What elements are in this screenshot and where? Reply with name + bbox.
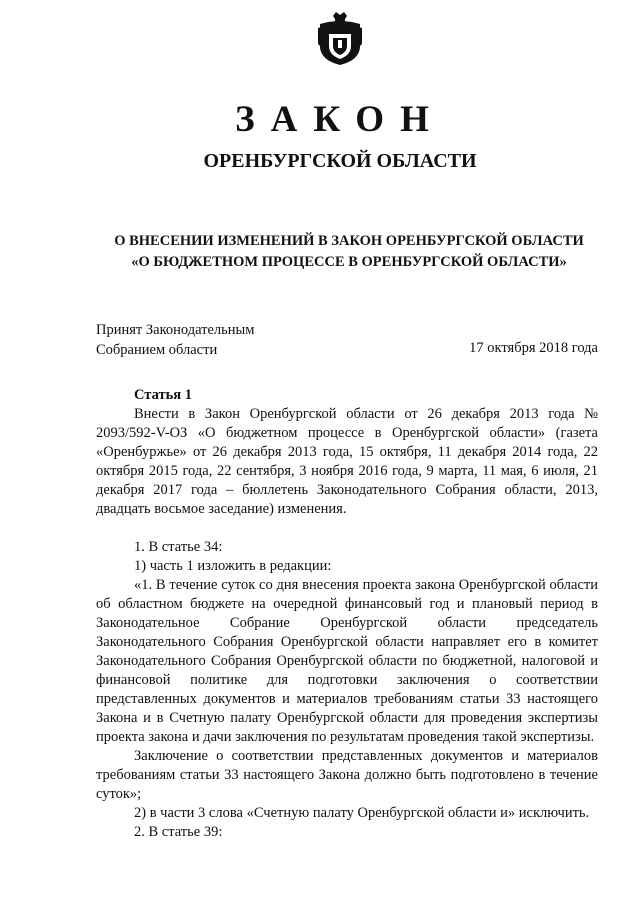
law-body [96,386,598,842]
adoption-line-2: Собранием области [96,342,218,358]
article-intro: Внести в Закон Оренбургской области от 26 декабря 2013 года № 2093/592-V-ОЗ «О бюджетном процессе в Оренбургской области» (газета «Оренбуржье» от 26 декабря 2013 года, 15 октября, 11 декабря 2014 года, 22 октября 2015 года, 22 сентября, 3 ноября 2016 года, 9 марта, 11 мая, 6 июля, 21 декабря 2017 года – бюллетень Законодательного Собрания области, 2013, двадцать восьмое заседание) изменения. [96,406,598,517]
item-1: 1. В статье 34: [134,539,223,555]
item-2: 2. В статье 39: [134,824,223,840]
law-subtitle: ОРЕНБУРГСКОЙ ОБЛАСТИ [203,150,477,172]
adoption-note [96,320,254,360]
quoted-paragraph-1: «1. В течение суток со дня внесения проекта закона Оренбургской области об областном бюджете на очередной финансовый год и плановый период в Законодательное Собрание Оренбургской области председатель Законодательного Собрания Оренбургской области направляет его в комитет Законодательного Собрания Оренбургской области по бюджетной, налоговой и финансовой политике для подготовки заключения о соответствии представленных документов и материалов требованиям статьи 33 настоящего Закона и в Счетную палату Оренбургской области для проведения экспертизы проекта закона и дачи заключения по результатам проведения такой экспертизы. [96,577,598,745]
law-heading-line-2: «О БЮДЖЕТНОМ ПРОЦЕССЕ В ОРЕНБУРГСКОЙ ОБЛАСТИ» [131,254,567,270]
law-title: ЗАКОН [235,99,445,140]
coat-of-arms-icon [316,10,364,66]
law-heading-line-1: О ВНЕСЕНИИ ИЗМЕНЕНИЙ В ЗАКОН ОРЕНБУРГСКОЙ ОБЛАСТИ [114,233,584,249]
article-title: Статья 1 [134,387,192,403]
item-1-subitem-1: 1) часть 1 изложить в редакции: [134,558,332,574]
quoted-paragraph-2: Заключение о соответствии представленных документов и материалов требованиям статьи 33 настоящего Закона должно быть подготовлено в течение суток»; [96,748,598,802]
adoption-line-1: Принят Законодательным [96,322,255,338]
item-1-subitem-2: 2) в части 3 слова «Счетную палату Оренбургской области и» исключить. [134,805,590,821]
adoption-date: 17 октября 2018 года [469,340,598,356]
